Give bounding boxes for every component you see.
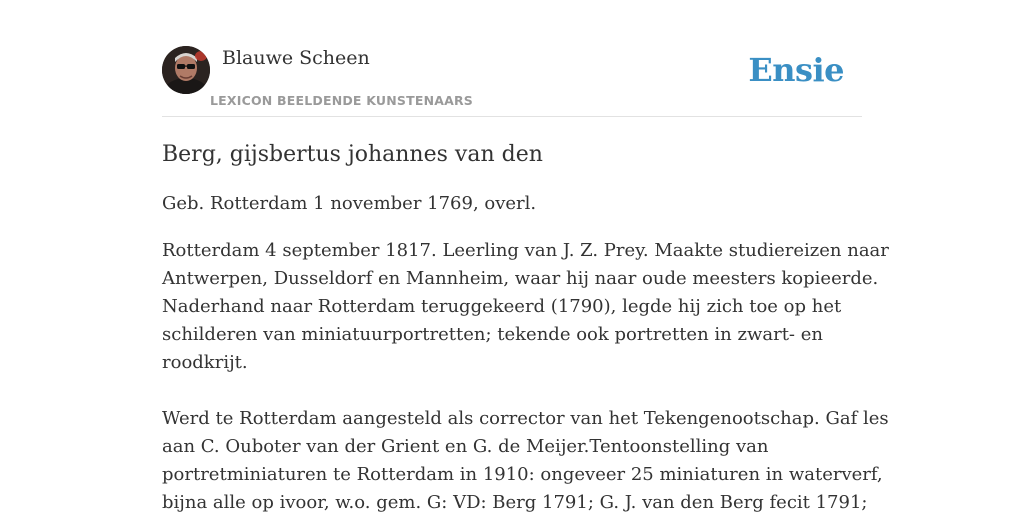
collection-label[interactable]: LEXICON BEELDENDE KUNSTENAARS <box>210 93 474 108</box>
brand-logo[interactable]: Ensie <box>748 51 844 89</box>
avatar-photo-icon <box>162 46 210 94</box>
text-line: roodkrijt. <box>162 352 248 373</box>
text-line: Naderhand naar Rotterdam teruggekeerd (1790), legde hij zich toe op het <box>162 296 842 317</box>
article-header <box>162 46 862 117</box>
article-paragraph <box>162 237 889 512</box>
author-name[interactable]: Blauwe Scheen <box>222 47 370 69</box>
text-line: aan C. Ouboter van der Grient en G. de Meijer.Tentoonstelling van <box>162 436 769 457</box>
text-line: schilderen van miniatuurportretten; tekende ook portretten in zwart- en <box>162 324 823 345</box>
text-line: Werd te Rotterdam aangesteld als corrector van het Tekengenootschap. Gaf les <box>162 408 889 429</box>
article-title: Berg, gijsbertus johannes van den <box>162 142 543 167</box>
article-body <box>162 140 889 512</box>
article-intro: Geb. Rotterdam 1 november 1769, overl. <box>162 193 537 214</box>
text-line: portretminiaturen te Rotterdam in 1910: ongeveer 25 miniaturen in waterverf, <box>162 464 883 485</box>
text-line: bijna alle op ivoor, w.o. gem. G: VD: Berg 1791; G. J. van den Berg fecit 1791; <box>162 492 868 512</box>
paragraph-gap <box>162 377 862 405</box>
text-line: Antwerpen, Dusseldorf en Mannheim, waar hij naar oude meesters kopieerde. <box>162 268 879 289</box>
text-line: Rotterdam 4 september 1817. Leerling van J. Z. Prey. Maakte studiereizen naar <box>162 240 889 261</box>
author-avatar[interactable] <box>162 46 210 94</box>
